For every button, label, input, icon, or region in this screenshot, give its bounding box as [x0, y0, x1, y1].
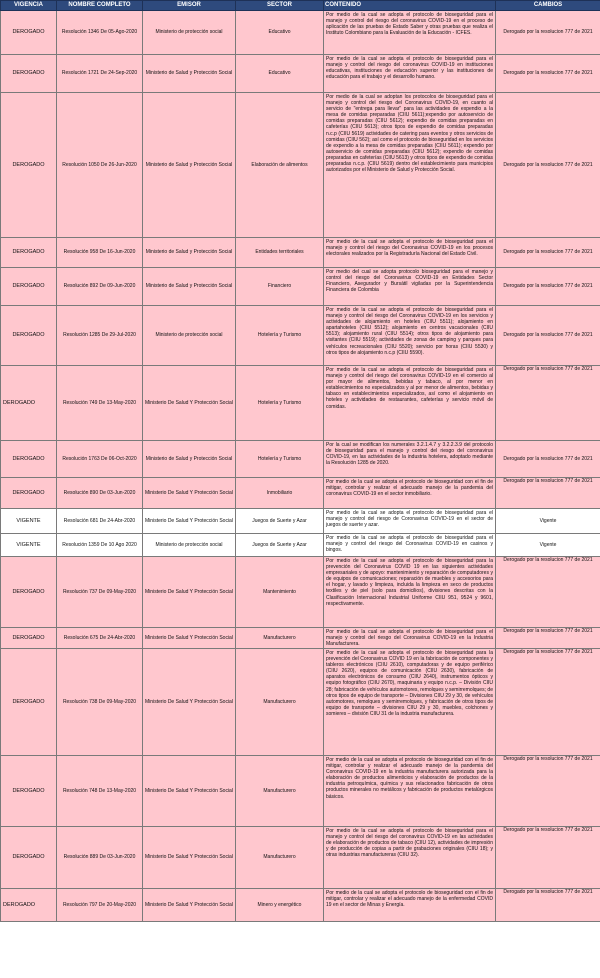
sector-cell: Inmobiliario	[236, 478, 324, 509]
sector-cell: Juegos de Suerte y Azar	[236, 534, 324, 557]
name-cell: Resolución 737 De 09-May-2020	[57, 557, 143, 628]
emisor-cell: Ministerio De Salud Y Protección Social	[143, 557, 236, 628]
table-row	[1, 366, 600, 441]
table-row	[1, 55, 600, 93]
sector-cell: Financiero	[236, 268, 324, 306]
cambios-cell: Derogado por la resolucion 777 de 2021	[496, 478, 600, 509]
cambios-cell: Derogado por la resolucion 777 de 2021	[496, 11, 600, 55]
sector-cell: Educativo	[236, 55, 324, 93]
cambios-cell: Derogado por la resolucion 777 de 2021	[496, 827, 600, 889]
status-cell: DEROGADO	[1, 366, 57, 441]
emisor-cell: Ministerio de Salud y Protección Social	[143, 238, 236, 268]
sector-cell: Juegos de Suerte y Azar	[236, 509, 324, 534]
status-cell: DEROGADO	[1, 628, 57, 649]
content-cell: Por medio de la cual se adopta el protocolo de bioseguridad para el manejo y control del riesgo del coronavirus COVID-19 en las actividades de elaboración de productos de tabaco (CIIU 12), actividades de impresión y de producción de copias a partir de grabaciones originales (CIIU 18); y otras industrias manufactureras (CIIU 32).	[324, 827, 496, 889]
status-cell: DEROGADO	[1, 478, 57, 509]
content-cell: Por medio de la cual se adopta el protocolo de bioseguridad para el manejo y control del riesgo del coronavirus COVID-19 en el proceso de aplicación de las pruebas de Estado Saber y otras pruebas que realiza el Instituto Colombiano para la Evaluación de la Educación - ICFES.	[324, 11, 496, 55]
status-cell: DEROGADO	[1, 557, 57, 628]
sector-cell: Entidades territoriales	[236, 238, 324, 268]
sector-cell: Elaboración de alimentos	[236, 93, 324, 238]
emisor-cell: Ministerio De Salud Y Protección Social	[143, 756, 236, 827]
emisor-cell: Ministerio de protección social	[143, 11, 236, 55]
emisor-cell: Ministerio De Salud Y Protección Social	[143, 889, 236, 922]
content-cell: Por medio de la cual se adopta el protocolo de bioseguridad con el fin de mitigar, controlar y realizar el adecuado manejo de la enfermedad COVID 19 en el sector de Minas y Energía.	[324, 889, 496, 922]
content-cell: Por medio de la cual se adopta el protocolo de bioseguridad para el manejo y control del riesgo del Coronavirus COVID-19 en los procesos electorales realizados por la Registraduría Nacional del Estado Civil.	[324, 238, 496, 268]
status-cell: VIGENTE	[1, 509, 57, 534]
emisor-cell: Ministerio De Salud Y Protección Social	[143, 509, 236, 534]
name-cell: Resolución 675 De 24-Abr-2020	[57, 628, 143, 649]
status-cell: DEROGADO	[1, 238, 57, 268]
table-row	[1, 827, 600, 889]
content-cell: Por medio de la cual se adopta el protocolo de bioseguridad para la prevención del Coronavirus COVID 19 en las siguientes actividades empresariales y de apoyo: mantenimiento y reparación de computadores y de equipos de comunicaciones; reparación de muebles y accesorios para el hogar, y lavado y limpieza, incluida la limpieza en seco de productos textiles y de piel (solo para domicilios), divisiones descritas con la Clasificación Internacional Industrial Uniforme CIIU 951, 9524 y 9601, respectivamente.	[324, 557, 496, 628]
sector-cell: Hotelería y Turismo	[236, 366, 324, 441]
sector-cell: Manufacturero	[236, 628, 324, 649]
emisor-cell: Ministerio De Salud Y Protección Social	[143, 478, 236, 509]
name-cell: Resolución 892 De 09-Jun-2020	[57, 268, 143, 306]
header-vigencia[interactable]: VIGENCIA	[1, 1, 57, 11]
sector-cell: Educativo	[236, 11, 324, 55]
cambios-cell: Derogado por la resolucion 777 de 2021	[496, 238, 600, 268]
status-cell: VIGENTE	[1, 534, 57, 557]
cambios-cell: Derogado por la resolucion 777 de 2021	[496, 268, 600, 306]
sector-cell: Manufacturero	[236, 756, 324, 827]
emisor-cell: Ministerio de Salud y Protección Social	[143, 268, 236, 306]
cambios-cell: Vigente	[496, 534, 600, 557]
table-row	[1, 268, 600, 306]
status-cell: DEROGADO	[1, 268, 57, 306]
status-cell: DEROGADO	[1, 441, 57, 478]
cambios-cell: Derogado por la resolucion 777 de 2021	[496, 889, 600, 922]
cambios-cell: Derogado por la resolucion 777 de 2021	[496, 649, 600, 756]
status-cell: DEROGADO	[1, 889, 57, 922]
content-cell: Por medio de la cual se adopta el protocolo de bioseguridad para el manejo y control del riesgo del coronavirus COVID-19 en el comercio al por mayor de alimentos, bebidas y tabaco, al por menor en establecimientos no especializados y al por menor de alimentos, bebidas y tabaco en establecimientos especializados, así como el alojamiento en hoteles y actividades de restaurantes, cafeterías y servicio móvil de comidas.	[324, 366, 496, 441]
sector-cell: Mantenimiento	[236, 557, 324, 628]
sector-cell: Manufacturero	[236, 827, 324, 889]
table-row	[1, 889, 600, 922]
content-cell: Por medio de la cual se adopta el protocolo de bioseguridad con el fin de mitigar, controlar y realizar el adecuado manejo de la pandemia del Coronavirus COVID-19 en la industria manufacturera autorizada para la elaboración de productos alimenticios y elaboración de productos de la industria petroquímica, química y sus relacionados fabricación de otros productos minerales no metálicos y fabricación de productos metalúrgicos básicos.	[324, 756, 496, 827]
cambios-cell: Derogado por la resolucion 777 de 2021	[496, 557, 600, 628]
cambios-cell: Derogado por la resolucion 777 de 2021	[496, 366, 600, 441]
sector-cell: Manufacturero	[236, 649, 324, 756]
name-cell: Resolución 681 De 24-Abr-2020	[57, 509, 143, 534]
status-cell: DEROGADO	[1, 93, 57, 238]
name-cell: Resolución 748 De 13-May-2020	[57, 756, 143, 827]
table-row	[1, 93, 600, 238]
name-cell: Resolución 1763 De 06-Oct-2020	[57, 441, 143, 478]
emisor-cell: Ministerio De Salud Y Protección Social	[143, 827, 236, 889]
header-contenido[interactable]: CONTENIDO	[324, 1, 496, 11]
emisor-cell: Ministerio De Salud Y Protección Social	[143, 366, 236, 441]
table-row	[1, 509, 600, 534]
name-cell: Resolución 1359 De 10 Ago 2020	[57, 534, 143, 557]
status-cell: DEROGADO	[1, 649, 57, 756]
cambios-cell: Derogado por la resolucion 777 de 2021	[496, 55, 600, 93]
status-cell: DEROGADO	[1, 55, 57, 93]
content-cell: Por medio de la cual se adoptan los protocolos de bioseguridad para el manejo y control del riesgo del Coronavirus COVID-19, en cuanto al servicio de "entrega para llevar" para las actividades de expendio a la mesa de comidas preparadas (CIIU 5611);expendio por autoservicio de comidas preparadas (CIIU 5612); expendio de comidas preparadas en cafeterías (CIIU 5613); otros tipos de expendio de comidas preparadas n.c.p (CIIU 5619) actividades de catering para eventos y otros servicios de comidas (CIIU 562); así como el protocolo de bioseguridad en los servicios de expendio a la mesa de comidas preparadas (CIIU 5611); expendio por autoservicio de comidas preparadas (CIIU 5612); expendio de comidas preparadas en cafeterías (CIIU 5613) y otros tipos de expendio de comidas preparadas n.c.p. (CIIU 5619) dentro del establecimiento para municipios autorizados por el Ministerio de Salud y Protección Social.	[324, 93, 496, 238]
content-cell: Por medio de la cual se adopta el protocolo de bioseguridad para el manejo y control del riesgo del Coronavirus COVID-19 en casinos y bingos.	[324, 534, 496, 557]
table-row	[1, 238, 600, 268]
table-row	[1, 756, 600, 827]
emisor-cell: Ministerio de Salud y Protección Social	[143, 55, 236, 93]
name-cell: Resolución 1346 De 05-Ago-2020	[57, 11, 143, 55]
table-row	[1, 534, 600, 557]
name-cell: Resolución 749 De 13-May-2020	[57, 366, 143, 441]
name-cell: Resolución 958 De 16-Jun-2020	[57, 238, 143, 268]
table-row	[1, 306, 600, 366]
table-row	[1, 628, 600, 649]
cambios-cell: Vigente	[496, 509, 600, 534]
name-cell: Resolución 1721 De 24-Sep-2020	[57, 55, 143, 93]
name-cell: Resolución 1285 De 29-Jul-2020	[57, 306, 143, 366]
status-cell: DEROGADO	[1, 306, 57, 366]
sector-cell: Hotelería y Turismo	[236, 306, 324, 366]
name-cell: Resolución 889 De 03-Jun-2020	[57, 827, 143, 889]
cambios-cell: Derogado por la resolucion 777 de 2021	[496, 306, 600, 366]
status-cell: DEROGADO	[1, 756, 57, 827]
content-cell: Por medio de la cual se adopta el protocolo de bioseguridad para la prevención del Coronavirus COVID 19 en la fabricación de componentes y tableros electrónicos (CIIU 2610), computadoras y de equipo periférico (CIIU 2620), equipos de comunicación (CIIU 2630), fabricación de aparatos electrónicos de consumo (CIIU 2640), instrumentos ópticos y equipo fotográfico (CIIU 2670), maquinaria y equipo n.c.p. – División CIIU 28; fabricación de vehículos automotores, remolques y semirremolques; de otros tipos de equipo de transporte – Divisiones CIIU 29 y 30, de vehículos automotores, remolques y semirremolques, y fabricación de otros tipos de equipo de transporte – divisiones CIIU 29 y 30, muebles, colchones y somieres – división CIIU 31 de la industria manufacturera.	[324, 649, 496, 756]
name-cell: Resolución 738 De 09-May-2020	[57, 649, 143, 756]
content-cell: Por la cual se modifican los numerales 3.2.1.4.7 y 3.2.2.3.9 del protocolo de bioseguridad para el manejo y control del riesgo del coronavirus COVID-19, en las actividades de la industria hotelera, adoptado mediante la Resolución 1285 de 2020.	[324, 441, 496, 478]
emisor-cell: Ministerio de Salud y Protección Social	[143, 93, 236, 238]
emisor-cell: Ministerio de Salud y Protección Social	[143, 441, 236, 478]
cambios-cell: Derogado por la resolucion 777 de 2021	[496, 441, 600, 478]
table-row	[1, 649, 600, 756]
sector-cell: Hotelería y Turismo	[236, 441, 324, 478]
emisor-cell: Ministerio de protección social	[143, 306, 236, 366]
table-row	[1, 557, 600, 628]
name-cell: Resolución 797 De 20-May-2020	[57, 889, 143, 922]
table-row	[1, 441, 600, 478]
content-cell: Por medio del cual se adopta protocolo bioseguridad para el manejo y control del riesgo del Coronavirus COVID-19 en Entidades Sector Financiero, Asegurador y Bursátil vigiladas por la Superintendencia Financiera de Colombia	[324, 268, 496, 306]
header-cambios[interactable]: CAMBIOS	[496, 1, 600, 11]
header-sector[interactable]: SECTOR	[236, 1, 324, 11]
name-cell: Resolución 1050 De 26-Jun-2020	[57, 93, 143, 238]
header-row	[1, 1, 600, 11]
content-cell: Por medio de la cual se adopta el protocolo de bioseguridad con el fin de mitigar, controlar y realizar el adecuado manejo de la pandemia del coronavirus COVID-19 en el sector inmobiliario.	[324, 478, 496, 509]
table-row	[1, 478, 600, 509]
emisor-cell: Ministerio de protección social	[143, 534, 236, 557]
content-cell: Por medio de la cual se adopta el protocolo de bioseguridad para el manejo y control del riesgo del Coronavirus COVID-19 en los servicios y actividades de alojamiento en hoteles (CIIU 5511); alojamiento en apartahoteles (CIIU 5512); alojamiento en centros vacacionales (CIIU 5513); alojamiento rural (CIIU 5514); otros tipos de alojamiento para visitantes (CIIU 5519); actividades de zonas de camping y parques para vehículos recreacionales (CIIU 5520); servicio por horas (CIIU 5530) y otros tipos de alojamiento n.c.p (CIIU 5590).	[324, 306, 496, 366]
header-nombre[interactable]: NOMBRE COMPLETO	[57, 1, 143, 11]
header-emisor[interactable]: EMISOR	[143, 1, 236, 11]
cambios-cell: Derogado por la resolucion 777 de 2021	[496, 628, 600, 649]
status-cell: DEROGADO	[1, 11, 57, 55]
name-cell: Resolución 890 De 03-Jun-2020	[57, 478, 143, 509]
emisor-cell: Ministerio De Salud Y Protección Social	[143, 628, 236, 649]
content-cell: Por medio de la cual se adopta el protocolo de bioseguridad para el manejo y control del riesgo del coronavirus COVID-19 en instituciones educativas, instituciones de educación superior y las instituciones de educación para el trabajo y el desarrollo humano.	[324, 55, 496, 93]
emisor-cell: Ministerio De Salud Y Protección Social	[143, 649, 236, 756]
cambios-cell: Derogado por la resolucion 777 de 2021	[496, 756, 600, 827]
table-row	[1, 11, 600, 55]
cambios-cell: Derogado por la resolucion 777 de 2021	[496, 93, 600, 238]
status-cell: DEROGADO	[1, 827, 57, 889]
content-cell: Por medio de la cual se adopta el protocolo de bioseguridad para el manejo y control del riesgo de Coronavirus COVID-19 en el sector de juegos de suerte y azar.	[324, 509, 496, 534]
sector-cell: Minero y energético	[236, 889, 324, 922]
content-cell: Por medio de la cual se adopta el protocolo de bioseguridad para el manejo y control del riesgo del Coronavirus COVID-19 en la Industria Manufacturera.	[324, 628, 496, 649]
